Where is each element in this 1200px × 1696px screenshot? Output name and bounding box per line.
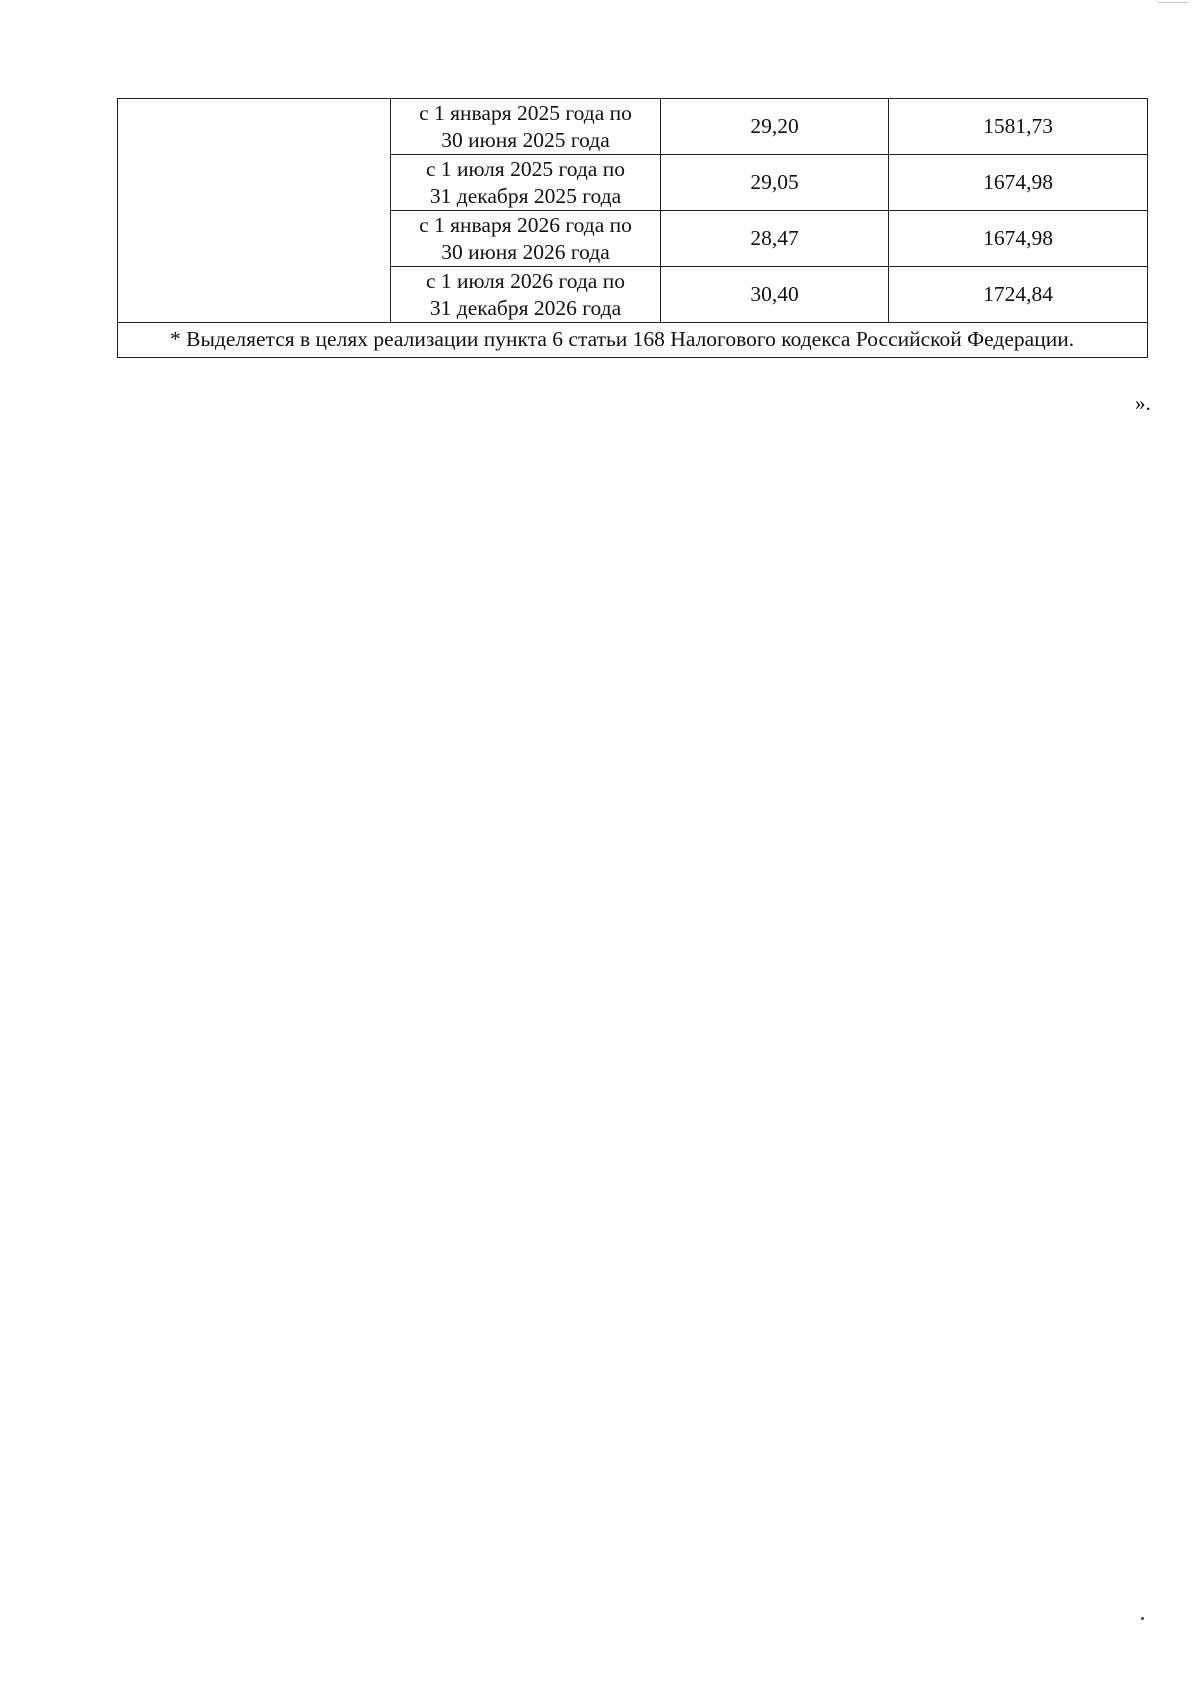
footnote-row: [118, 323, 1148, 358]
amount-cell: 1674,98: [889, 155, 1148, 211]
table-row: [118, 99, 1148, 155]
rate-cell: 29,05: [661, 155, 889, 211]
period-line-2: 31 декабря 2026 года: [429, 295, 622, 320]
scan-artifact: [1158, 2, 1188, 3]
period-cell: [391, 211, 661, 267]
rate-cell: 28,47: [661, 211, 889, 267]
empty-merged-cell: [118, 99, 391, 323]
period-line-1: с 1 июля 2026 года по: [426, 268, 625, 293]
period-line-2: 30 июня 2025 года: [441, 127, 610, 152]
rate-cell: 30,40: [661, 267, 889, 323]
closing-quote: ».: [1135, 391, 1151, 415]
scan-artifact-dot: [1141, 1617, 1144, 1620]
period-line-2: 31 декабря 2025 года: [429, 183, 622, 208]
period-cell: [391, 267, 661, 323]
amount-cell: 1581,73: [889, 99, 1148, 155]
rate-cell: 29,20: [661, 99, 889, 155]
period-line-2: 30 июня 2026 года: [441, 239, 610, 264]
period-cell: [391, 99, 661, 155]
amount-cell: 1724,84: [889, 267, 1148, 323]
amount-cell: 1674,98: [889, 211, 1148, 267]
period-cell: [391, 155, 661, 211]
footnote-text: * Выделяется в целях реализации пункта 6 статьи 168 Налогового кодекса Российской Федерации.: [170, 327, 1075, 351]
tariff-table: [117, 98, 1148, 358]
period-line-1: с 1 января 2025 года по: [419, 100, 632, 125]
period-line-1: с 1 июля 2025 года по: [426, 156, 625, 181]
footnote-cell: [118, 323, 1148, 358]
period-line-1: с 1 января 2026 года по: [419, 212, 632, 237]
